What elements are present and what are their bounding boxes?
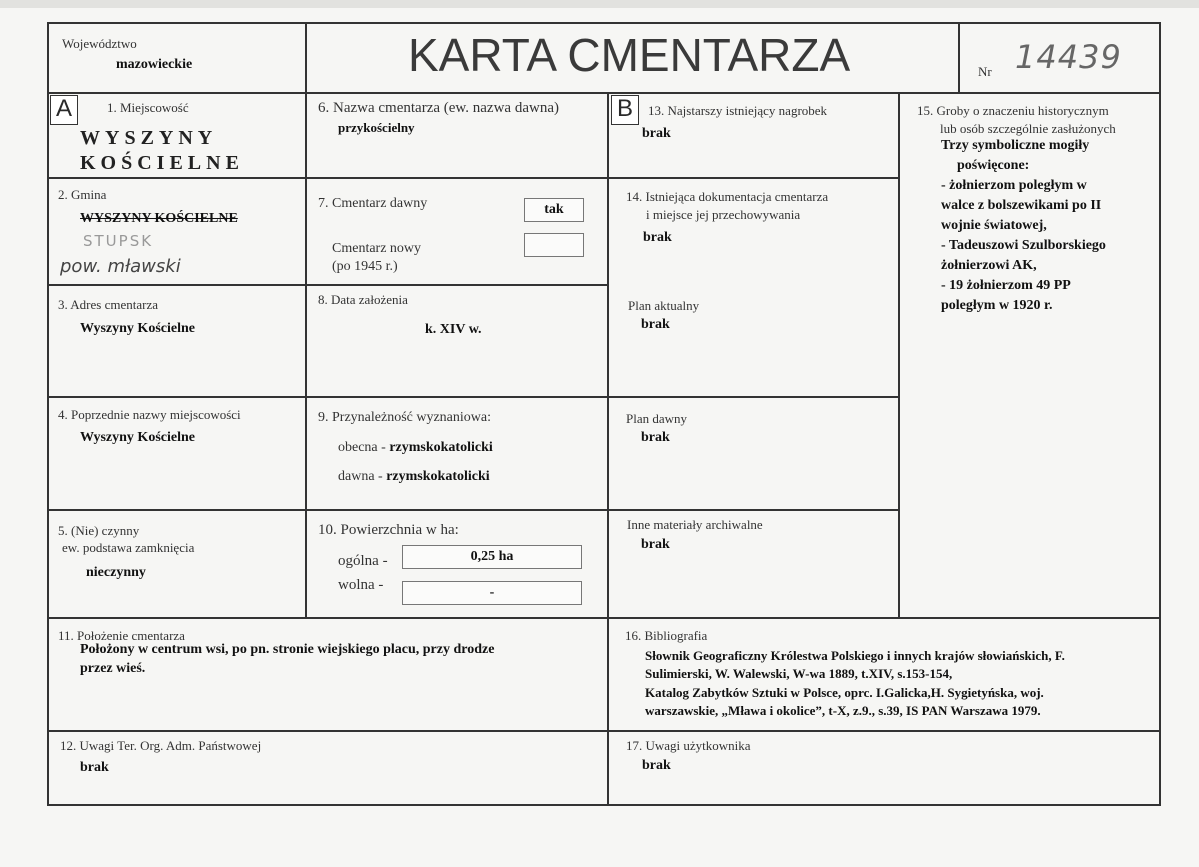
f15-line: wojnie światowej, xyxy=(941,218,1047,233)
f15-line: Trzy symboliczne mogiły xyxy=(941,138,1090,153)
row-line-5 xyxy=(47,617,1161,619)
f6-value: przykościelny xyxy=(338,120,415,135)
f7-old-value-box: tak xyxy=(524,198,584,222)
f15-line: żołnierzowi AK, xyxy=(941,258,1037,273)
f16-line: Katalog Zabytków Sztuki w Polsce, oprc. I.Galicka,H. Sygietyńska, woj. xyxy=(645,685,1044,700)
f14-value: brak xyxy=(643,230,672,245)
page-title: KARTA CMENTARZA xyxy=(408,29,851,81)
f5-label-line2: ew. podstawa zamknięcia xyxy=(62,540,195,555)
f15-label-line1: 15. Groby o znaczeniu historycznym xyxy=(917,103,1109,118)
nr-label: Nr xyxy=(978,64,992,79)
f15-line: - żołnierzom poległym w xyxy=(941,178,1087,193)
f3-value: Wyszyny Kościelne xyxy=(80,321,195,336)
f3-label: 3. Adres cmentarza xyxy=(58,297,158,312)
f6-label: 6. Nazwa cmentarza (ew. nazwa dawna) xyxy=(318,100,559,116)
f16-line: Słownik Geograficzny Królestwa Polskiego i innych krajów słowiańskich, F. xyxy=(645,648,1065,663)
f9-current-row xyxy=(338,440,493,456)
border-right xyxy=(1159,22,1161,806)
f17-label: 17. Uwagi użytkownika xyxy=(626,738,751,753)
f15-line: poległym w 1920 r. xyxy=(941,298,1053,313)
f10-total-value-box: 0,25 ha xyxy=(402,545,582,569)
border-top xyxy=(47,22,1161,24)
other-value: brak xyxy=(641,537,670,552)
f7-label-new-line2: (po 1945 r.) xyxy=(332,259,398,274)
col-line-2 xyxy=(607,92,609,806)
col-line-header-2 xyxy=(958,22,960,94)
section-letter-b: B xyxy=(611,95,639,125)
section-letter-a: A xyxy=(50,95,78,125)
f16-line: warszawskie, „Mława i okolice”, t-X, z.9., s.39, IS PAN Warszawa 1979. xyxy=(645,703,1041,718)
f1-value-line2: KOŚCIELNE xyxy=(80,152,244,174)
f9-current-value: rzymskokatolicki xyxy=(389,440,493,455)
f8-label: 8. Data założenia xyxy=(318,292,408,307)
row-line-6 xyxy=(47,730,1161,732)
col-line-header-1 xyxy=(305,22,307,94)
f13-value: brak xyxy=(642,126,671,141)
plan-old-value: brak xyxy=(641,430,670,445)
f4-label: 4. Poprzednie nazwy miejscowości xyxy=(58,407,241,422)
voivodeship-value: mazowieckie xyxy=(116,57,193,72)
row-line-header xyxy=(47,92,1161,94)
col-line-3 xyxy=(898,92,900,618)
f2-handwritten-gmina: STUPSK xyxy=(83,232,154,250)
f15-line: walce z bolszewikami po II xyxy=(941,198,1102,213)
f9-former-value: rzymskokatolicki xyxy=(386,469,490,484)
f5-value: nieczynny xyxy=(86,565,146,580)
f9-label: 9. Przynależność wyznaniowa: xyxy=(318,410,491,425)
f16-line: Sulimierski, W. Walewski, W-wa 1889, t.XIV, s.153-154, xyxy=(645,666,953,681)
f10-free-value-box: - xyxy=(402,581,582,605)
f9-former-row xyxy=(338,469,490,485)
f11-value-line2: przez wieś. xyxy=(80,661,146,676)
row-line-1 xyxy=(47,177,899,179)
f10-label: 10. Powierzchnia w ha: xyxy=(318,522,459,538)
plan-current-value: brak xyxy=(641,317,670,332)
plan-current-label: Plan aktualny xyxy=(628,298,700,313)
f15-line: - Tadeuszowi Szulborskiego xyxy=(941,238,1106,253)
f2-label: 2. Gmina xyxy=(58,187,107,202)
f7-new-value-box xyxy=(524,233,584,257)
f16-label: 16. Bibliografia xyxy=(625,628,708,643)
f13-label: 13. Najstarszy istniejący nagrobek xyxy=(648,103,828,118)
row-line-3 xyxy=(47,396,899,398)
other-label: Inne materiały archiwalne xyxy=(627,517,763,532)
scan-edge xyxy=(0,0,1199,8)
f7-label-old: 7. Cmentarz dawny xyxy=(318,196,428,211)
f12-label: 12. Uwagi Ter. Org. Adm. Państwowej xyxy=(60,738,262,753)
border-bottom xyxy=(47,804,1161,806)
f12-value: brak xyxy=(80,760,109,775)
f9-former-label: dawna - xyxy=(338,469,387,484)
f2-value-struck: WYSZYNY KOŚCIELNE xyxy=(80,211,238,226)
f17-value: brak xyxy=(642,758,671,773)
f9-current-label: obecna - xyxy=(338,440,390,455)
f15-line: - 19 żołnierzom 49 PP xyxy=(941,278,1071,293)
f8-value: k. XIV w. xyxy=(425,322,482,337)
f2-handwritten-county: pow. mławski xyxy=(60,256,181,277)
border-left xyxy=(47,22,49,806)
f15-label-line2: lub osób szczególnie zasłużonych xyxy=(940,121,1116,136)
voivodeship-label: Województwo xyxy=(62,36,137,51)
row-line-4 xyxy=(47,509,899,511)
f11-value-line1: Położony w centrum wsi, po pn. stronie wiejskiego placu, przy drodze xyxy=(80,642,495,657)
f11-label: 11. Położenie cmentarza xyxy=(58,628,185,643)
plan-old-label: Plan dawny xyxy=(626,411,688,426)
f4-value: Wyszyny Kościelne xyxy=(80,430,195,445)
f14-label-line2: i miejsce jej przechowywania xyxy=(646,207,801,222)
f15-line: poświęcone: xyxy=(957,158,1030,173)
nr-value: 14439 xyxy=(1015,38,1122,76)
row-line-2a xyxy=(47,284,609,286)
f14-label-line1: 14. Istniejąca dokumentacja cmentarza xyxy=(626,189,829,204)
f7-label-new-line1: Cmentarz nowy xyxy=(332,241,422,256)
f10-total-label: ogólna - xyxy=(338,553,388,569)
f1-value-line1: WYSZYNY xyxy=(80,127,218,149)
f10-free-label: wolna - xyxy=(338,577,384,593)
f1-label: 1. Miejscowość xyxy=(107,100,189,115)
f5-label-line1: 5. (Nie) czynny xyxy=(58,523,140,538)
col-line-1 xyxy=(305,92,307,618)
